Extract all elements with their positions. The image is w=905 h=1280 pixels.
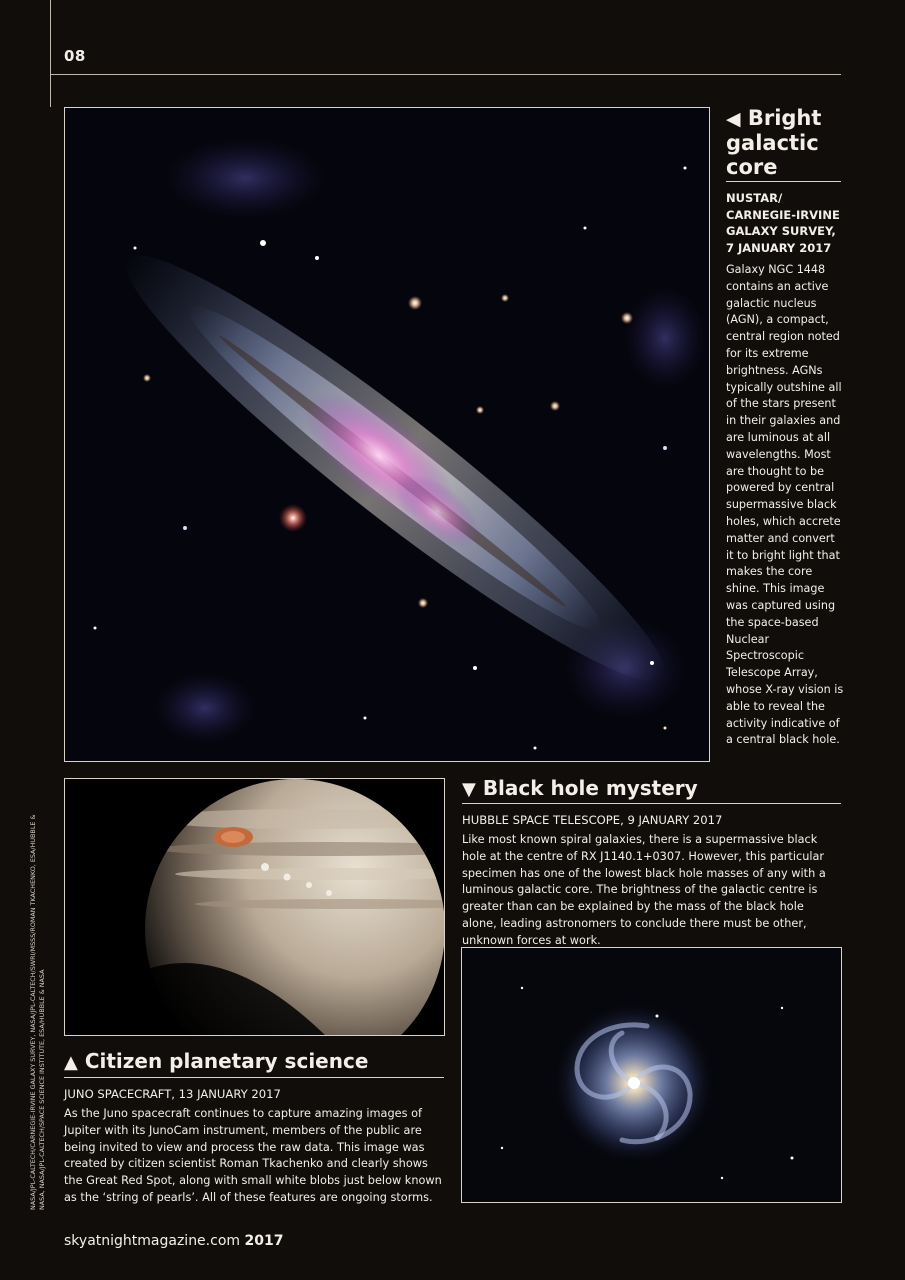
bright-core-rule bbox=[726, 181, 841, 182]
up-arrow-icon: ▲ bbox=[64, 1052, 78, 1073]
citizen-body: As the Juno spacecraft continues to capture amazing images of Jupiter with its JunoCam instrument, members of the public are being invited to view and process the raw data. This image was created by citizen scientist Roman Tkachenko and clearly shows the Great Red Spot, along with small white blobs just below known as the ‘string of pearls’. All of these features are ongoing storms. bbox=[64, 1107, 442, 1204]
footer-year: 2017 bbox=[244, 1233, 284, 1249]
black-hole-heading-text: Black hole mystery bbox=[482, 776, 698, 800]
page-frame-horizontal-line bbox=[50, 74, 841, 75]
page-frame-vertical-line bbox=[50, 0, 51, 107]
black-hole-body: Like most known spiral galaxies, there is a supermassive black hole at the centre of RX J1140.1+0307. However, this particular specimen has one of the lowest black hole masses of any with a luminous galactic core. The brightness of the galactic centre is greater than can be explained by the mass of the black hole alone, leading astronomers to conclude there must be other, unknown forces at work. bbox=[462, 833, 826, 947]
citizen-heading-text: Citizen planetary science bbox=[84, 1049, 369, 1073]
black-hole-rule bbox=[462, 803, 841, 804]
citizen-source: JUNO SPACECRAFT, 13 JANUARY 2017 bbox=[64, 1087, 281, 1101]
citizen-heading bbox=[64, 1048, 444, 1076]
left-arrow-icon: ◀ bbox=[726, 108, 741, 130]
bright-core-source: NUSTAR/ CARNEGIE-IRVINE GALAXY SURVEY, 7 JANUARY 2017 bbox=[726, 191, 840, 255]
spiral-galaxy-image bbox=[461, 947, 842, 1203]
down-arrow-icon: ▼ bbox=[462, 779, 476, 800]
jupiter-image bbox=[64, 778, 445, 1036]
bright-core-body: Galaxy NGC 1448 contains an active galactic nucleus (AGN), a compact, central region noted for its extreme brightness. AGNs typically outshine all of the stars present in their galaxies and are luminous at all wavelengths. Most are thought to be powered by central supermassive black holes, which accrete matter and convert it to bright light that makes the core shine. This image was captured using the space-based Nuclear Spectroscopic Telescope Array, whose X-ray vision is able to reveal the activity indicative of a central black hole. bbox=[726, 263, 844, 747]
image-credit: NASA/JPL-CALTECH/CARNEGIE-IRVINE GALAXY SURVEY, NASA/JPL-CALTECH/SWRI/MSSS/ROMAN TKACHENKO, ESA/HUBBLE & NASA, NASA/JPL-CALTECH/SPACE SCIENCE INSTITUTE, ESA/HUBBLE & NASA bbox=[29, 814, 46, 1210]
bright-core-heading bbox=[726, 106, 846, 179]
footer bbox=[64, 1233, 283, 1249]
citizen-rule bbox=[64, 1077, 444, 1078]
black-hole-heading bbox=[462, 775, 842, 803]
footer-site: skyatnightmagazine.com bbox=[64, 1233, 241, 1249]
bright-core-heading-text: Bright galactic core bbox=[726, 106, 822, 179]
page-number: 08 bbox=[64, 47, 86, 65]
black-hole-source: HUBBLE SPACE TELESCOPE, 9 JANUARY 2017 bbox=[462, 813, 723, 827]
galaxy-ngc1448-image bbox=[64, 107, 710, 762]
